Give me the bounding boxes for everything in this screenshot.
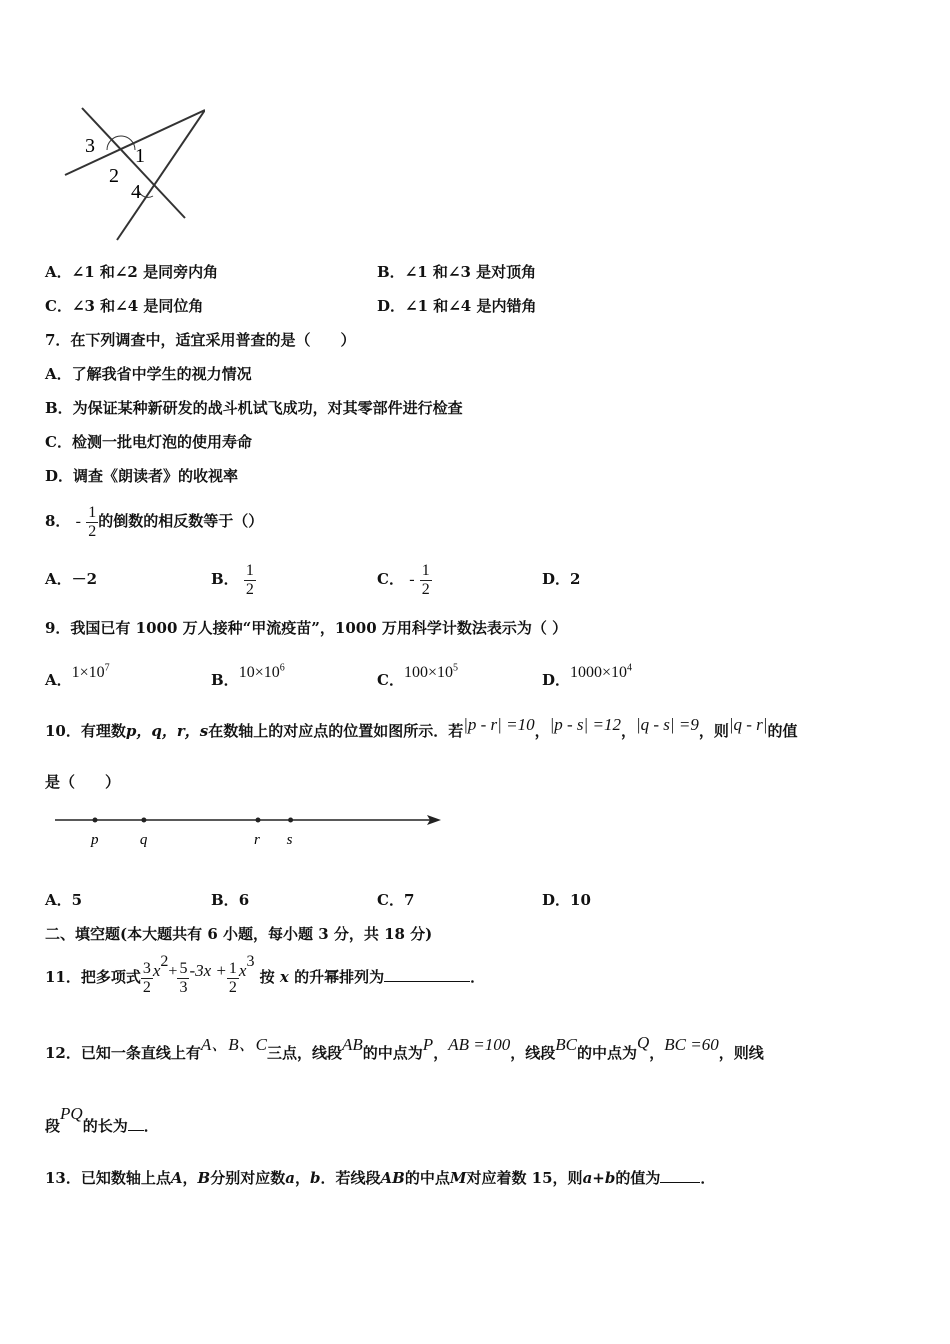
number-line	[55, 808, 450, 853]
angle-label: 1	[135, 145, 145, 167]
option-b: B．∠1 和∠3 是对顶角	[377, 263, 537, 281]
number-line-label-p: p	[91, 832, 99, 848]
question-10-line2: 是（ ）	[45, 773, 121, 791]
question-9: 9．我国已有 1000 万人接种“甲流疫苗”，1000 万用科学计数法表示为（ ）	[45, 619, 568, 637]
option-c: C．$100\times 10^5$	[377, 663, 458, 690]
option-c: C．7	[377, 891, 415, 909]
question-8: 8． - $\frac{1}{2}$ 的倒数的相反数等于（）	[45, 503, 264, 540]
option-a: A．－2	[45, 570, 98, 588]
option-a: A．了解我省中学生的视力情况	[45, 365, 252, 383]
question-11: 11．把多项式 $\frac{3}{2}$ $x^2+$ $\frac{5}{3}$ -3x + $\frac{1}{2}$ $x^3$ 按 x 的升幂排列为 ．	[45, 953, 486, 996]
fraction: $\frac{3}{2}$	[142, 959, 151, 996]
option-d: D．10	[542, 891, 591, 909]
question-7: 7．在下列调查中，适宜采用普查的是（ ）	[45, 331, 356, 349]
fraction: $\frac{1}{2}$	[245, 561, 254, 598]
answer-blank	[128, 1130, 144, 1131]
question-10: 10．有理数p，q，r，s在数轴上的对应点的位置如图所示．若|p - r| =10，|p - s| =12，|q - s| =9，则|q - r|的值	[45, 715, 798, 740]
option-c: C．检测一批电灯泡的使用寿命	[45, 433, 252, 451]
option-a: A．5	[45, 891, 83, 909]
question-12: 12．已知一条直线上有A、B、C三点，线段AB的中点为P，AB =100，线段BC的中点为Q，BC =60，则线	[45, 1033, 764, 1062]
number-line-point-r	[256, 818, 261, 823]
number-line-label-s: s	[286, 832, 293, 848]
angle-label: 3	[85, 135, 95, 157]
option-b: B．$10\times 10^6$	[211, 663, 285, 690]
option-b: B． $\frac{1}{2}$	[211, 561, 254, 598]
answer-blank	[660, 1182, 700, 1183]
fraction: $\frac{5}{3}$	[179, 959, 188, 996]
fraction: $\frac{1}{2}$	[228, 959, 237, 996]
option-d: D．2	[542, 570, 581, 588]
option-b: B．为保证某种新研发的战斗机试飞成功，对其零部件进行检查	[45, 399, 463, 417]
fraction: $\frac{1}{2}$	[421, 561, 430, 598]
number-line-label-q: q	[139, 832, 148, 848]
option-d: D．∠1 和∠4 是内错角	[377, 297, 537, 315]
option-b: B．6	[211, 891, 250, 909]
option-c: C．∠3 和∠4 是同位角	[45, 297, 204, 315]
option-d: D．$1000\times 10^4$	[542, 663, 633, 690]
angle-label: 2	[109, 165, 119, 187]
number-line-point-q	[141, 818, 146, 823]
number-line-label-r: r	[254, 832, 260, 848]
option-c: C． - $\frac{1}{2}$	[377, 561, 430, 598]
angle-label: 4	[131, 181, 141, 203]
fraction: $\frac{1}{2}$	[88, 503, 97, 540]
question-13: 13．已知数轴上点A，B分别对应数a，b．若线段AB的中点M对应着数 15，则a+b的值为 ．	[45, 1169, 716, 1187]
option-a: A．∠1 和∠2 是同旁内角	[45, 263, 219, 281]
section-heading: 二、填空题(本大题共有 6 小题，每小题 3 分，共 18 分)	[45, 925, 433, 943]
option-d: D．调查《朗读者》的收视率	[45, 467, 239, 485]
option-a: A．$1\times 10^7$	[45, 663, 110, 690]
question-12-line2: 段PQ的长为 ．	[45, 1104, 159, 1135]
number-line-point-p	[93, 818, 98, 823]
number-line-point-s	[288, 818, 293, 823]
answer-blank	[384, 981, 470, 982]
angle-figure	[55, 100, 205, 245]
